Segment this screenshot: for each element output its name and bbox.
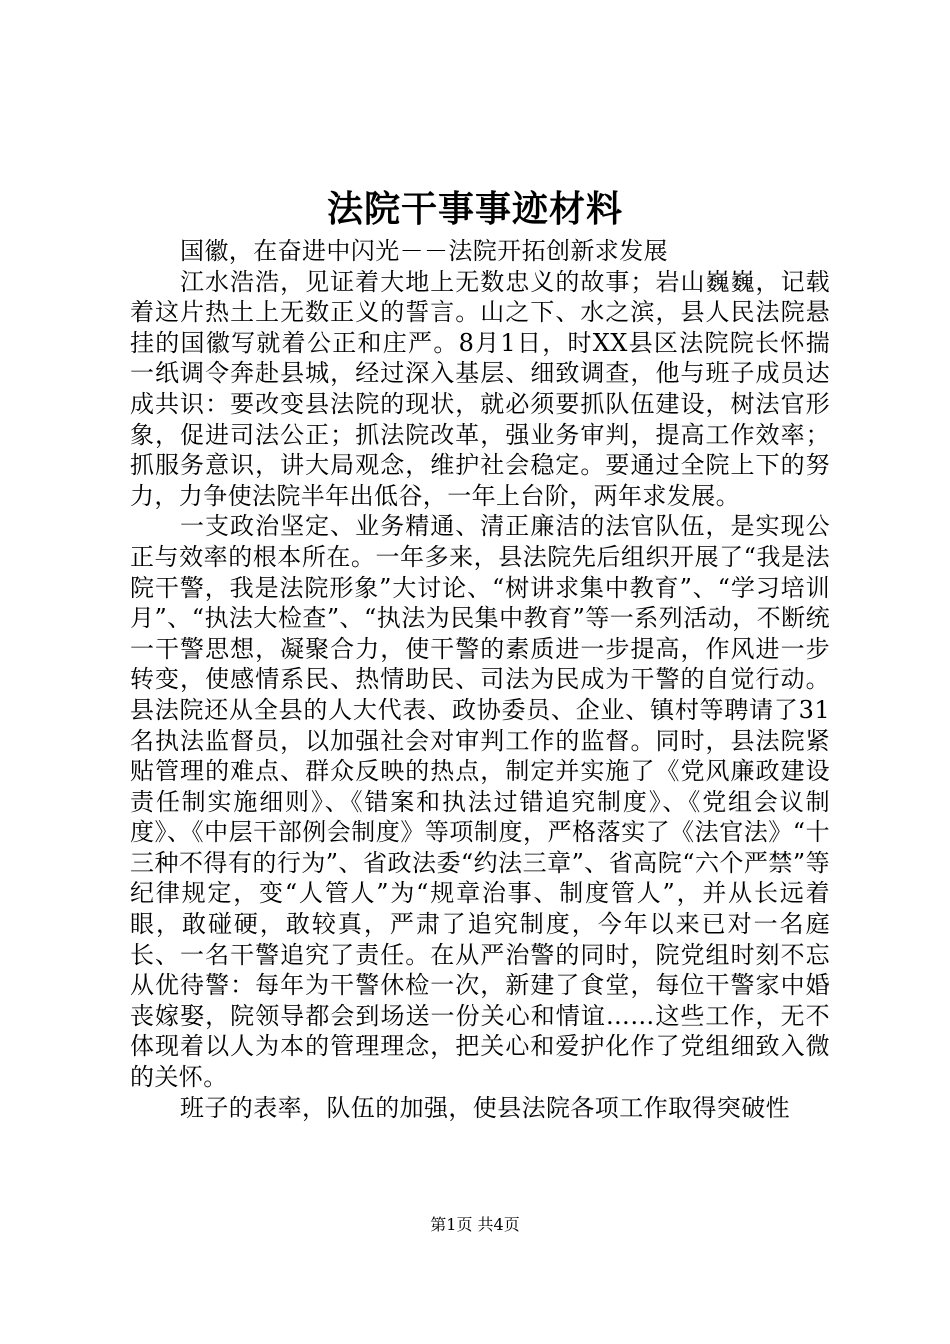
document-body (130, 236, 830, 1123)
paragraph-subtitle: 国徽，在奋进中闪光－－法院开拓创新求发展 (180, 237, 668, 265)
page-number-footer: 第1页 共4页 (430, 1215, 520, 1234)
paragraph-3: 班子的表率，队伍的加强，使县法院各项工作取得突破性 (180, 1093, 790, 1122)
document-title: 法院干事事迹材料 (326, 188, 623, 230)
paragraph-1: 江水浩浩，见证着大地上无数忠义的故事；岩山巍巍，记载着这片热土上无数正义的誓言。山之下、水之滨，县人民法院悬挂的国徽写就着公正和庄严。8月1日，时XX县区法院院长怀揣一纸调令奔赴县城，经过深入基层、细致调查，他与班子成员达成共识：要改变县法院的现状，就必须要抓队伍建设，树法官形象，促进司法公正；抓法院改革，强业务审判，提高工作效率；抓服务意识，讲大局观念，维护社会稳定。要通过全院上下的努力，力争使法院半年出低谷，一年上台阶，两年求发展。 (130, 267, 830, 510)
paragraph-2: 一支政治坚定、业务精通、清正廉洁的法官队伍，是实现公正与效率的根本所在。一年多来，县法院先后组织开展了“我是法院干警，我是法院形象”大讨论、“树讲求集中教育”、“学习培训月”、“执法大检查”、“执法为民集中教育”等一系列活动，不断统一干警思想，凝聚合力，使干警的素质进一步提高，作风进一步转变，使感情系民、热情助民、司法为民成为干警的自觉行动。县法院还从全县的人大代表、政协委员、企业、镇村等聘请了31名执法监督员，以加强社会对审判工作的监督。同时，县法院紧贴管理的难点、群众反映的热点，制定并实施了《党风廉政建设责任制实施细则》、《错案和执法过错追究制度》、《党组会议制度》、《中层干部例会制度》等项制度，严格落实了《法官法》“十三种不得有的行为”、省政法委“约法三章”、省高院“六个严禁”等纪律规定，变“人管人”为“规章治事、制度管人”，并从长远着眼，敢碰硬，敢较真，严肃了追究制度，今年以来已对一名庭长、一名干警追究了责任。在从严治警的同时，院党组时刻不忘从优待警：每年为干警休检一次，新建了食堂，每位干警家中婚丧嫁娶，院领导都会到场送一份关心和情谊……这些工作，无不体现着以人为本的管理理念，把关心和爱护化作了党组细致入微的关怀。 (130, 512, 830, 1092)
